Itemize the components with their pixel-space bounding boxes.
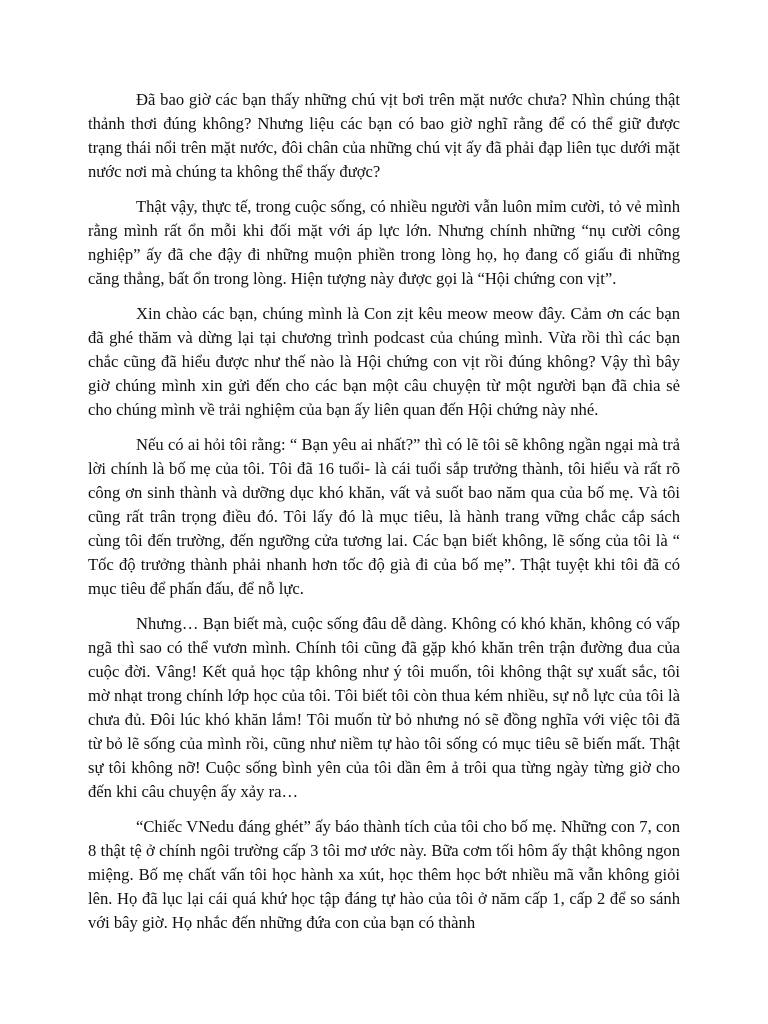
paragraph-podcast-intro: Xin chào các bạn, chúng mình là Con zịt kêu meow meow đây. Cảm ơn các bạn đã ghé thăm và dừng lại tại chương trình podcast của chúng mình. Vừa rồi thì các bạn chắc cũng đã hiểu được như thế nào là Hội chứng con vịt rồi đúng không? Vậy thì bây giờ chúng mình xin gửi đến cho các bạn một câu chuyện từ một người bạn đã chia sẻ cho chúng mình về trải nghiệm của bạn ấy liên quan đến Hội chứng này nhé.: [88, 304, 680, 419]
paragraph-duck-question: Đã bao giờ các bạn thấy những chú vịt bơi trên mặt nước chưa? Nhìn chúng thật thảnh thơi đúng không? Nhưng liệu các bạn có bao giờ nghĩ rằng để có thể giữ được trạng thái nổi trên mặt nước, đôi chân của những chú vịt ấy đã phải đạp liên tục dưới mặt nước nơi mà chúng ta không thể thấy được?: [88, 90, 680, 181]
document-page: [88, 88, 680, 946]
paragraph-difficulties: Nhưng… Bạn biết mà, cuộc sống đâu dễ dàng. Không có khó khăn, không có vấp ngã thì sao có thể vươn mình. Chính tôi cũng đã gặp khó khăn trên trận đường đua của cuộc đời. Vâng! Kết quả học tập không như ý tôi muốn, tôi không thật sự xuất sắc, tôi mờ nhạt trong chính lớp học của tôi. Tôi biết tôi còn thua kém nhiều, sự nỗ lực của tôi là chưa đủ. Đôi lúc khó khăn lắm! Tôi muốn từ bỏ nhưng nó sẽ đồng nghĩa với việc tôi đã từ bỏ lẽ sống của mình rồi, cũng như niềm tự hào tôi sống có mục tiêu sẽ biến mất. Thật sự tôi không nỡ! Cuộc sống bình yên của tôi dần êm ả trôi qua từng ngày từng giờ cho đến khi câu chuyện ấy xảy ra…: [88, 614, 680, 801]
paragraph-love-parents: Nếu có ai hỏi tôi rằng: “ Bạn yêu ai nhất?” thì có lẽ tôi sẽ không ngần ngại mà trả lời chính là bố mẹ của tôi. Tôi đã 16 tuổi- là cái tuổi sắp trưởng thành, tôi hiểu và rất rõ công ơn sinh thành và dưỡng dục khó khăn, vất vả suốt bao năm qua của bố mẹ. Và tôi cũng rất trân trọng điều đó. Tôi lấy đó là mục tiêu, là hành trang vững chắc cắp sách cùng tôi đến trường, đến ngưỡng cửa tương lai. Các bạn biết không, lẽ sống của tôi là “ Tốc độ trưởng thành phải nhanh hơn tốc độ già đi của bố mẹ”. Thật tuyệt khi tôi đã có mục tiêu để phấn đấu, để nỗ lực.: [88, 435, 680, 598]
paragraph-duck-syndrome-definition: Thật vậy, thực tế, trong cuộc sống, có nhiều người vẫn luôn mỉm cười, tỏ vẻ mình rằng mình rất ổn mỗi khi đối mặt với áp lực lớn. Nhưng chính những “nụ cười công nghiệp” ấy đã che đậy đi những muộn phiền trong lòng họ, họ đang cố giấu đi những căng thẳng, bất ổn trong lòng. Hiện tượng này được gọi là “Hội chứng con vịt”.: [88, 197, 680, 288]
paragraph-vnedu-report: “Chiếc VNedu đáng ghét” ấy báo thành tích của tôi cho bố mẹ. Những con 7, con 8 thật tệ ở chính ngôi trường cấp 3 tôi mơ ước này. Bữa cơm tối hôm ấy thật không ngon miệng. Bố mẹ chất vấn tôi học hành xa xút, học thêm học bớt nhiều mã vẫn không giỏi lên. Họ đã lục lại cái quá khứ học tập đáng tự hào của tôi ở năm cấp 1, cấp 2 để so sánh với bây giờ. Họ nhắc đến những đứa con của bạn có thành: [88, 817, 680, 932]
